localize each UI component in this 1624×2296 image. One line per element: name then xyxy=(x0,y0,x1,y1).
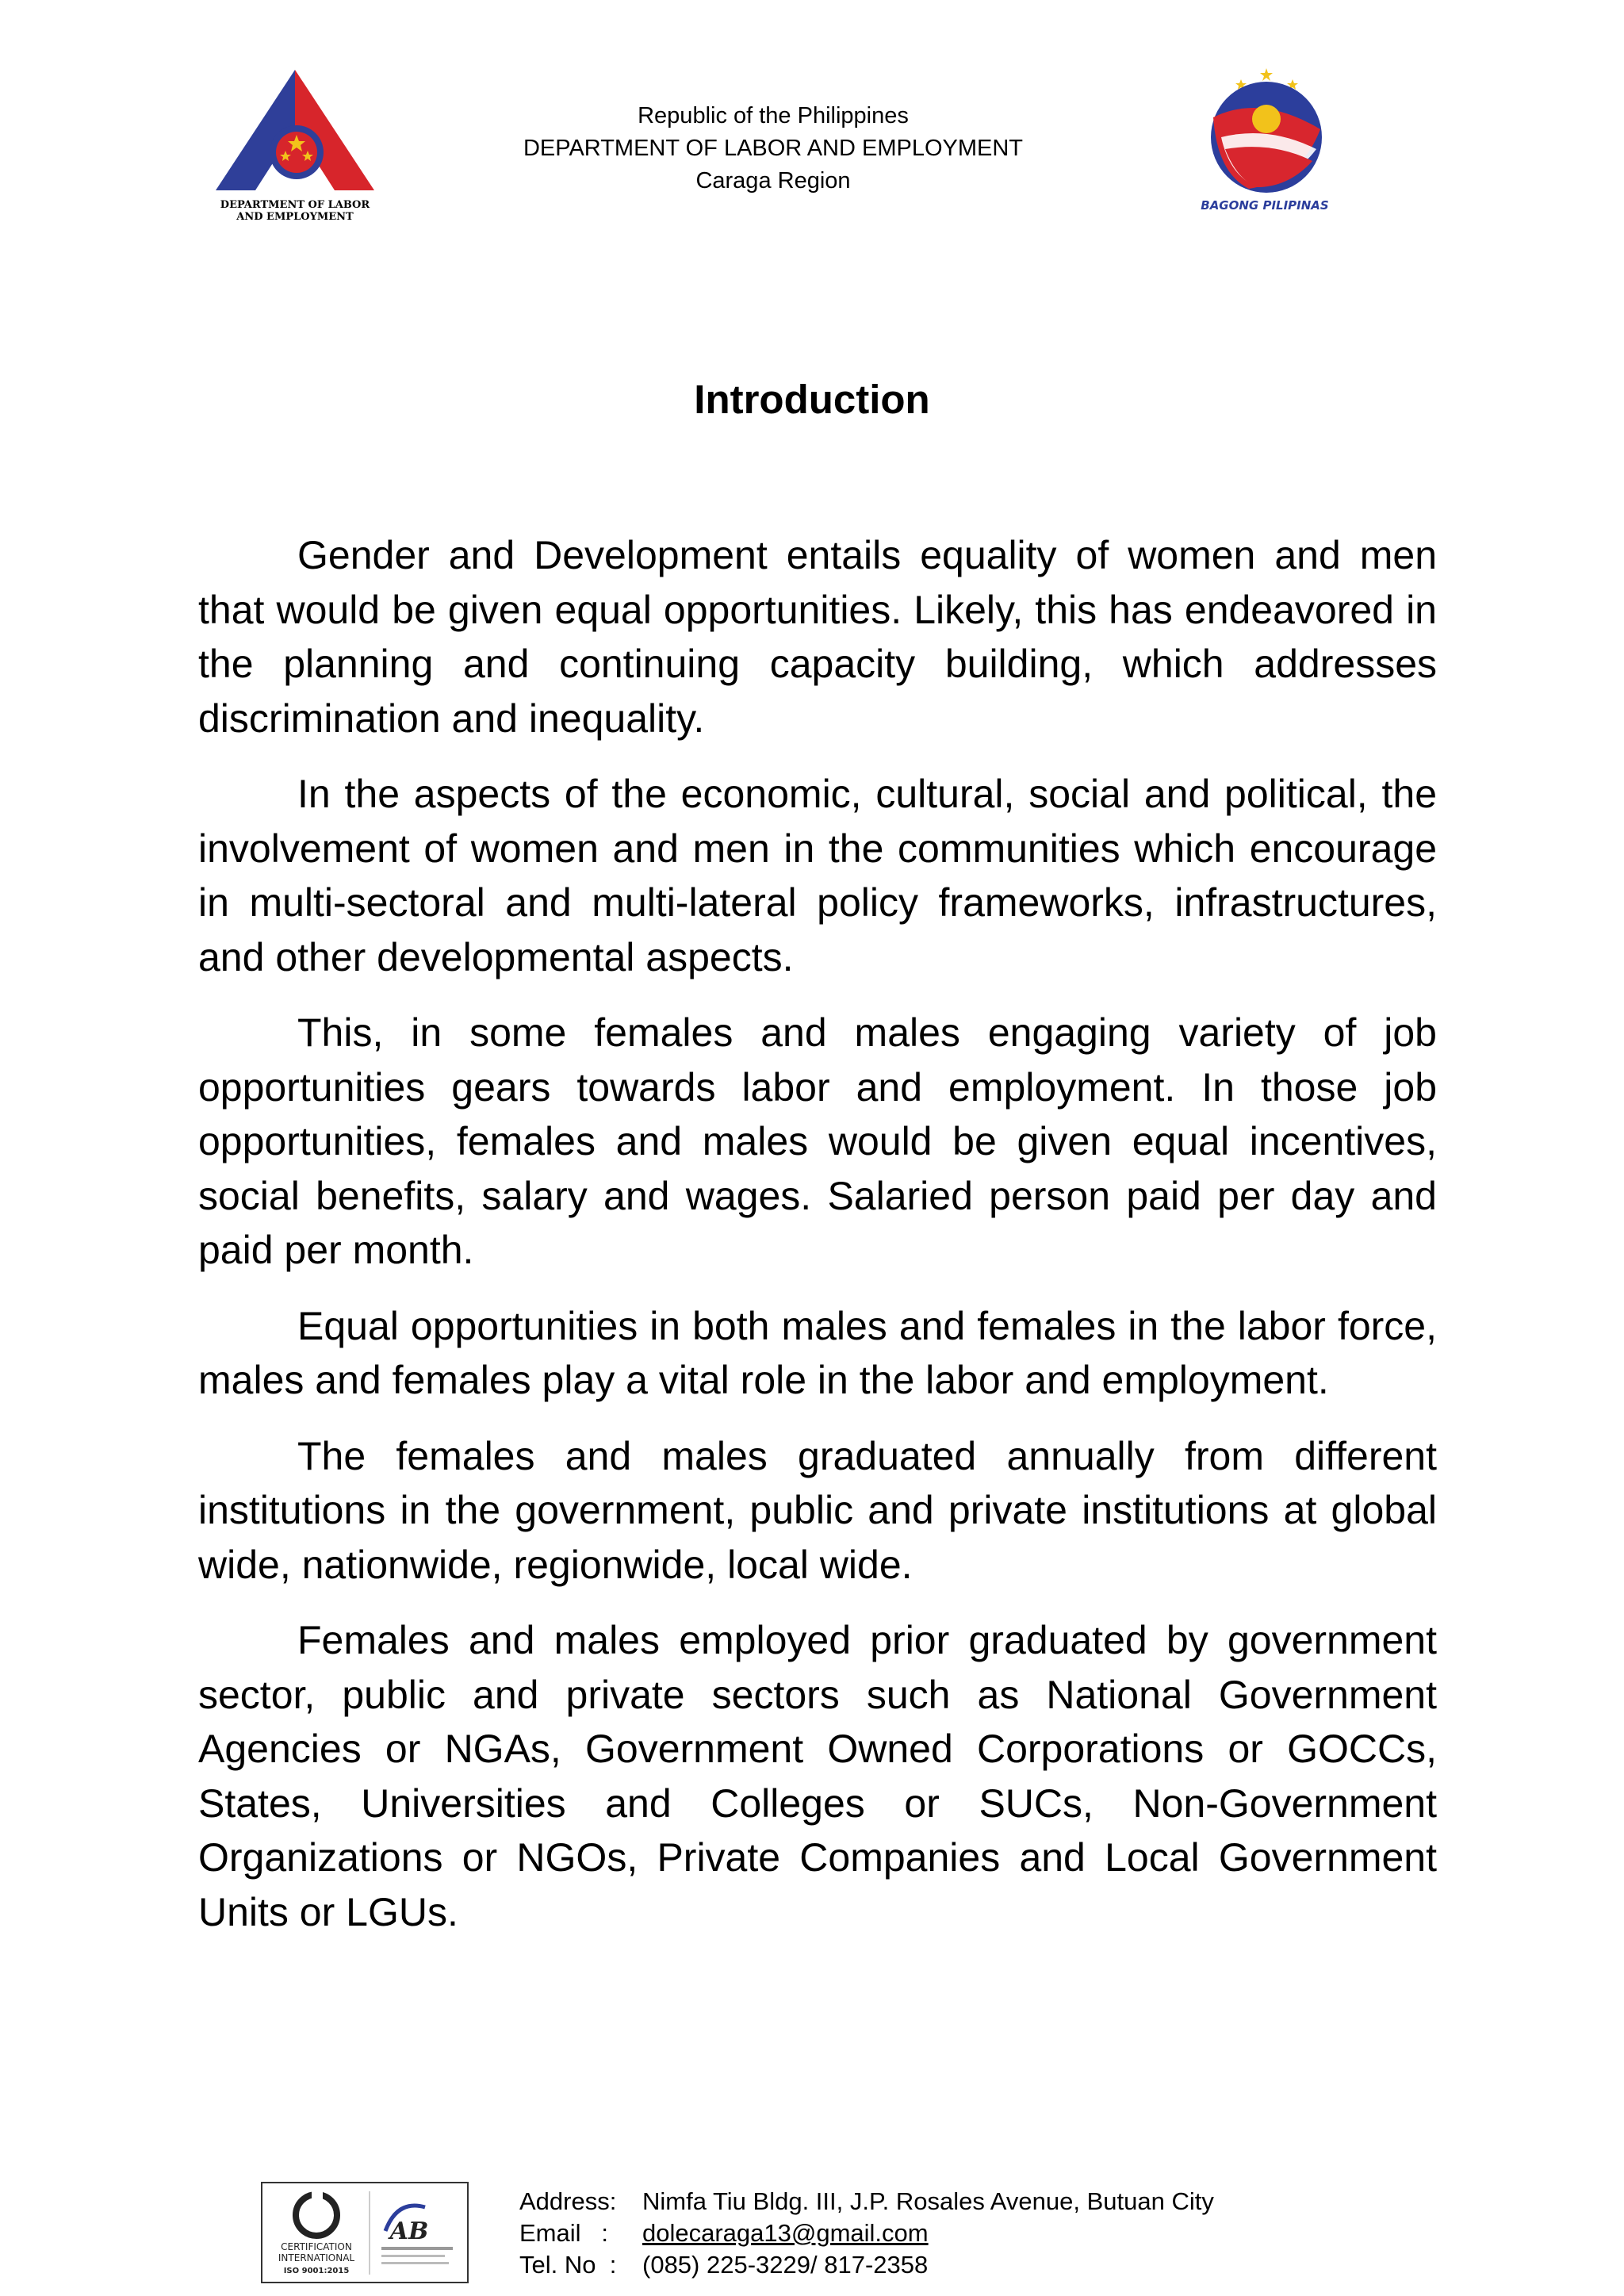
svg-text:DEPARTMENT OF LABOR: DEPARTMENT OF LABOR xyxy=(220,199,370,211)
paragraph: Gender and Development entails equality of women and men that would be given equal opportunities. Likely, this has endeavored in the planning and continuing capacity building, which addresses discrimination and inequality. xyxy=(198,533,1437,741)
email-link[interactable]: dolecaraga13@gmail.com xyxy=(642,2219,929,2247)
footer-address-row xyxy=(519,2186,1214,2217)
tel-value: (085) 225-3229/ 817-2358 xyxy=(642,2251,929,2279)
paragraph: This, in some females and males engaging variety of job opportunities gears towards labor and employment. In those job opportunities, females and males would be given equal incentives, social benefits, salary and wages. Salaried person paid per day and paid per month. xyxy=(198,1010,1437,1272)
svg-text:BAGONG PILIPINAS: BAGONG PILIPINAS xyxy=(1201,198,1329,213)
paragraph: Equal opportunities in both males and females in the labor force, males and females play a vital role in the labor and employment. xyxy=(198,1303,1437,1402)
contact-footer xyxy=(519,2186,1214,2281)
letterhead xyxy=(476,100,1071,197)
header-line-region: Caraga Region xyxy=(695,168,851,194)
header-line-republic: Republic of the Philippines xyxy=(638,103,909,128)
tel-label: Tel. No : xyxy=(519,2251,617,2279)
svg-text:ISO 9001:2015: ISO 9001:2015 xyxy=(283,2267,350,2275)
paragraph: The females and males graduated annually from different institutions in the government, public and private institutions at global wide, nationwide, regionwide, local wide. xyxy=(198,1433,1437,1587)
address-value: Nimfa Tiu Bldg. III, J.P. Rosales Avenue, Butuan City xyxy=(642,2187,1214,2215)
dole-logo xyxy=(208,63,382,226)
svg-text:AND EMPLOYMENT: AND EMPLOYMENT xyxy=(236,211,354,223)
paragraph: In the aspects of the economic, cultural, social and political, the involvement of women and men in the communities which encourage in multi-sectoral and multi-lateral policy frameworks, infrastructures, and other developmental aspects. xyxy=(198,772,1437,979)
footer-tel-row xyxy=(519,2249,1214,2281)
document-body xyxy=(198,528,1437,1961)
page-title: Introduction xyxy=(694,377,930,422)
iso-certification-logo xyxy=(261,2182,469,2283)
svg-text:INTERNATIONAL: INTERNATIONAL xyxy=(278,2252,355,2263)
header-line-department: DEPARTMENT OF LABOR AND EMPLOYMENT xyxy=(523,136,1024,161)
address-label: Address: xyxy=(519,2187,617,2215)
paragraph: Females and males employed prior graduated by government sector, public and private sectors such as National Government Agencies or NGAs, Government Owned Corporations or GOCCs, States, Universities and Colleges or SUCs, Non-Government Organizations or NGOs, Private Companies and Local Government Units or LGUs. xyxy=(198,1618,1437,1934)
footer-email-row xyxy=(519,2217,1214,2249)
svg-text:CERTIFICATION: CERTIFICATION xyxy=(281,2241,352,2252)
email-label: Email : xyxy=(519,2219,608,2247)
bagong-pilipinas-logo xyxy=(1182,62,1348,217)
svg-text:AB: AB xyxy=(389,2217,429,2245)
